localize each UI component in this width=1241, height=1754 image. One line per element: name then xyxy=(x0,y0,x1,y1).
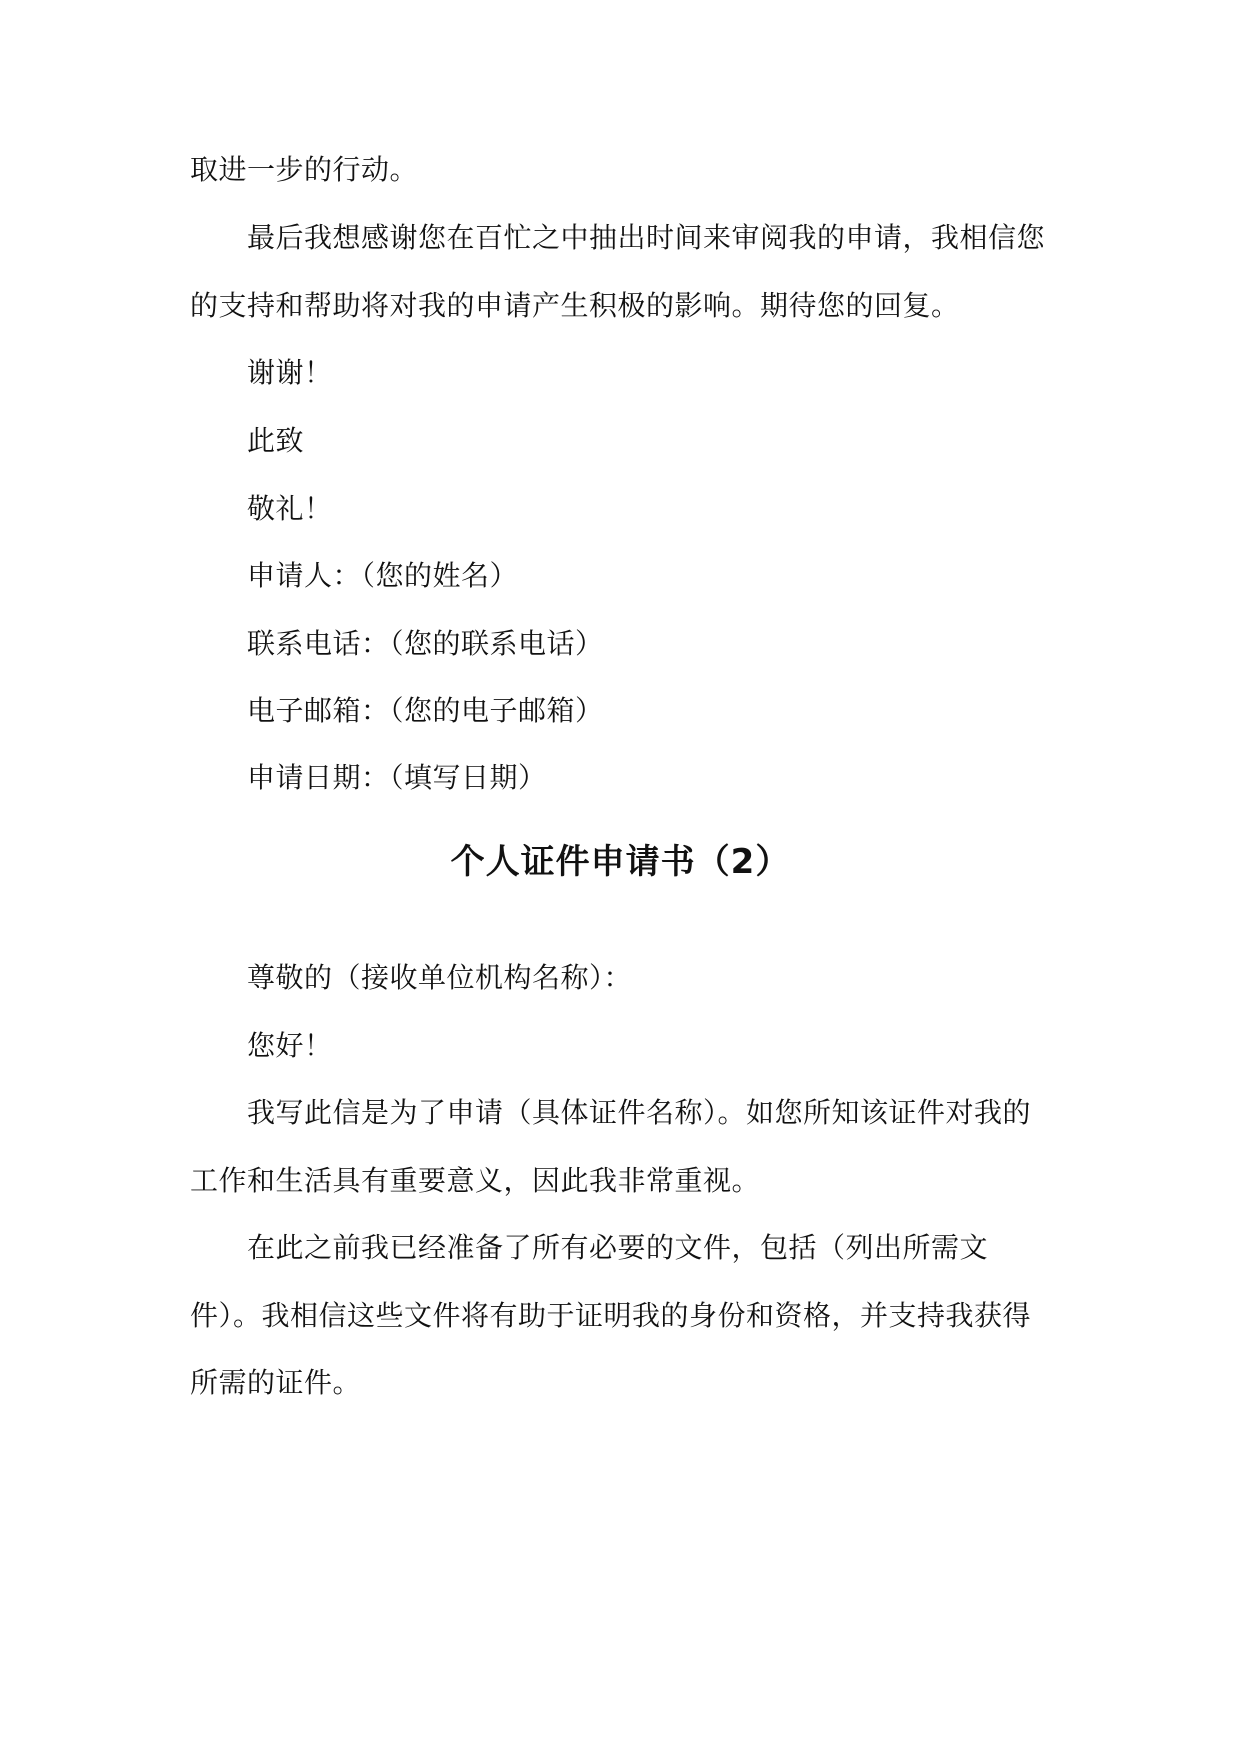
document-title: 个人证件申请书（2） xyxy=(450,842,791,882)
paragraph-line: 件）。我相信这些文件将有助于证明我的身份和资格，并支持我获得 xyxy=(190,1299,1032,1332)
email-line: 电子邮箱：（您的电子邮箱） xyxy=(247,694,604,727)
date-line: 申请日期：（填写日期） xyxy=(247,761,547,794)
paragraph-line: 我写此信是为了申请（具体证件名称）。如您所知该证件对我的 xyxy=(247,1096,1032,1129)
salutation-line: 敬礼！ xyxy=(247,492,333,525)
paragraph-line: 的支持和帮助将对我的申请产生积极的影响。期待您的回复。 xyxy=(190,289,960,322)
paragraph-line: 取进一步的行动。 xyxy=(190,153,419,186)
applicant-name-line: 申请人：（您的姓名） xyxy=(247,559,519,592)
paragraph-line: 工作和生活具有重要意义，因此我非常重视。 xyxy=(190,1164,761,1197)
thanks-line: 谢谢！ xyxy=(247,356,333,389)
paragraph-line: 最后我想感谢您在百忙之中抽出时间来审阅我的申请，我相信您 xyxy=(247,221,1046,254)
greeting-line: 您好！ xyxy=(247,1029,333,1062)
paragraph-line: 所需的证件。 xyxy=(190,1366,362,1399)
paragraph-line: 在此之前我已经准备了所有必要的文件，包括（列出所需文 xyxy=(247,1231,989,1264)
phone-line: 联系电话：（您的联系电话） xyxy=(247,627,604,660)
greeting-recipient-line: 尊敬的（接收单位机构名称）： xyxy=(247,961,633,994)
closing-line: 此致 xyxy=(247,424,305,457)
